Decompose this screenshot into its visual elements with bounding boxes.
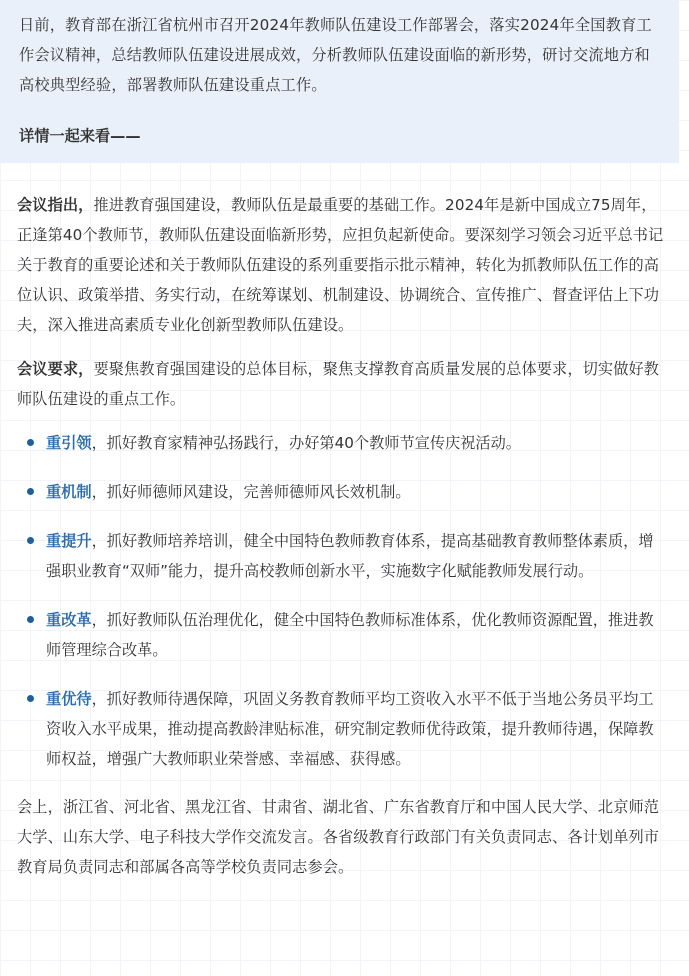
- bullet-dot-icon: [27, 537, 34, 544]
- details-heading: 详情一起来看——: [19, 127, 141, 145]
- list-item-text: ，抓好教师培养培训，健全中国特色教师教育体系，提高基础教育教师整体素质，增强职业教育“双师”能力，提升高校教师创新水平，实施数字化赋能教师发展行动。: [46, 532, 654, 580]
- meeting-points-paragraph: [17, 190, 666, 340]
- bullet-dot-icon: [27, 695, 34, 702]
- meeting-requirements-text: 要聚焦教育强国建设的总体目标，聚焦支撑教育高质量发展的总体要求，切实做好教师队伍建设的重点工作。: [17, 360, 660, 408]
- list-item-text: ，抓好教师队伍治理优化，健全中国特色教师标准体系，优化教师资源配置，推进教师管理综合改革。: [46, 611, 654, 659]
- list-item-keyword: 重引领: [46, 434, 92, 452]
- list-item: [17, 605, 666, 665]
- meeting-requirements-paragraph: [17, 354, 666, 414]
- list-item-text: ，抓好教师待遇保障，巩固义务教育教师平均工资收入水平不低于当地公务员平均工资收入水平成果，推动提高教龄津贴标准，研究制定教师优待政策，提升教师待遇，保障教师权益，增强广大教师职业荣誉感、幸福感、获得感。: [46, 690, 654, 768]
- list-item-keyword: 重优待: [46, 690, 92, 708]
- article-body: [17, 190, 666, 882]
- meeting-points-text: 推进教育强国建设，教师队伍是最重要的基础工作。2024年是新中国成立75周年，正逢第40个教师节，教师队伍建设面临新形势，应担负起新使命。要深刻学习领会习近平总书记关于教育的重要论述和关于教师队伍建设的系列重要指示批示精神，转化为抓教师队伍工作的高位认识、政策举措、务实行动，在统筹谋划、机制建设、协调统合、宣传推广、督查评估上下功夫，深入推进高素质专业化创新型教师队伍建设。: [17, 196, 664, 334]
- list-item: [17, 684, 666, 774]
- closing-paragraph: 会上，浙江省、河北省、黑龙江省、甘肃省、湖北省、广东省教育厅和中国人民大学、北京师范大学、山东大学、电子科技大学作交流发言。各省级教育行政部门有关负责同志、各计划单列市教育局负责同志和部属各高等学校负责同志参会。: [17, 798, 660, 876]
- list-item-keyword: 重改革: [46, 611, 92, 629]
- intro-paragraph: 日前，教育部在浙江省杭州市召开2024年教师队伍建设工作部署会，落实2024年全国教育工作会议精神，总结教师队伍建设进展成效，分析教师队伍建设面临的新形势，研讨交流地方和高校典型经验，部署教师队伍建设重点工作。: [19, 16, 652, 94]
- meeting-points-lead: 会议指出，: [17, 196, 94, 214]
- list-item: [17, 526, 666, 586]
- bullet-dot-icon: [27, 488, 34, 495]
- bullet-dot-icon: [27, 439, 34, 446]
- key-tasks-list: [17, 428, 666, 774]
- bullet-dot-icon: [27, 616, 34, 623]
- list-item: [17, 428, 666, 458]
- list-item-keyword: 重提升: [46, 532, 92, 550]
- list-item-text: ，抓好师德师风建设，完善师德师风长效机制。: [91, 483, 411, 501]
- list-item: [17, 477, 666, 507]
- list-item-keyword: 重机制: [46, 483, 92, 501]
- intro-box: [0, 0, 679, 163]
- meeting-requirements-lead: 会议要求，: [17, 360, 94, 378]
- list-item-text: ，抓好教育家精神弘扬践行，办好第40个教师节宣传庆祝活动。: [91, 434, 521, 452]
